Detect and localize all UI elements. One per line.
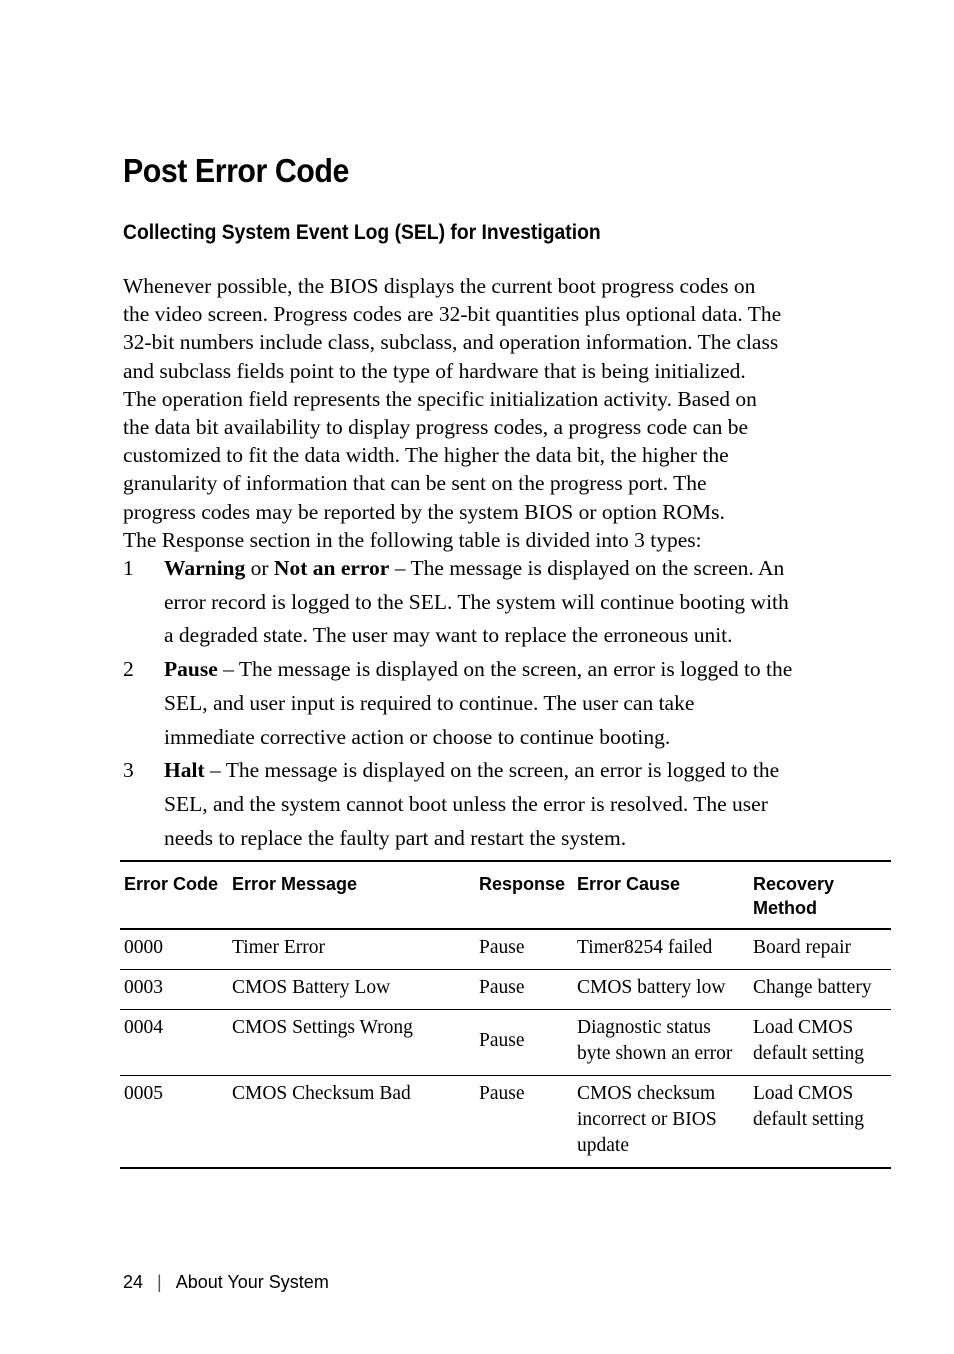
term-description: – The message is displayed on the screen, an error is logged to the xyxy=(204,758,780,783)
section-title: Collecting System Event Log (SEL) for Investigation xyxy=(123,221,601,244)
cell-recovery-method: Change battery xyxy=(749,970,891,1010)
cell-error-code: 0005 xyxy=(124,1083,163,1104)
page-number: 24 xyxy=(123,1272,144,1292)
cell-recovery-method: Load CMOS default setting xyxy=(753,1083,865,1130)
cell-error-code: 0004 xyxy=(120,1010,228,1076)
intro-paragraph xyxy=(123,272,863,554)
response-types-list xyxy=(123,552,863,855)
cell-error-code: 0003 xyxy=(120,970,228,1010)
intro-line: the video screen. Progress codes are 32-bit quantities plus optional data. The xyxy=(123,302,782,327)
cell-error-message: CMOS Checksum Bad xyxy=(232,1083,411,1104)
cell-recovery-method: Load CMOS default setting xyxy=(749,1010,891,1076)
term-description: – The message is displayed on the screen, an error is logged to the xyxy=(217,657,793,682)
table-row xyxy=(120,1076,891,1169)
list-number: 3 xyxy=(123,758,134,783)
page-footer xyxy=(123,1272,329,1293)
cell-response: Pause xyxy=(475,970,573,1010)
cell-response: Pause xyxy=(479,1083,525,1104)
cell-error-message: Timer Error xyxy=(228,929,475,970)
page-title: Post Error Code xyxy=(123,152,349,189)
intro-line: the data bit availability to display progress codes, a progress code can be xyxy=(123,415,749,440)
intro-line: granularity of information that can be sent on the progress port. The xyxy=(123,471,707,496)
list-line: needs to replace the faulty part and restart the system. xyxy=(164,825,627,850)
list-line xyxy=(164,754,863,788)
list-line: SEL, and user input is required to continue. The user can take xyxy=(164,690,695,715)
term-warning: Warning xyxy=(164,556,246,580)
intro-line: customized to fit the data width. The higher the data bit, the higher the xyxy=(123,443,729,468)
term-pause: Pause xyxy=(164,657,218,682)
list-line: error record is logged to the SEL. The system will continue booting with xyxy=(164,589,789,614)
response-type-item xyxy=(123,754,863,855)
response-type-item xyxy=(123,552,863,653)
table-row xyxy=(120,1010,891,1076)
list-line: immediate corrective action or choose to continue booting. xyxy=(164,724,671,749)
cell-recovery-method: Board repair xyxy=(749,929,891,970)
cell-error-message: CMOS Battery Low xyxy=(228,970,475,1010)
intro-line: progress codes may be reported by the system BIOS or option ROMs. xyxy=(123,499,725,524)
list-line: a degraded state. The user may want to replace the erroneous unit. xyxy=(164,623,733,648)
list-line xyxy=(164,653,863,687)
term-description: – The message is displayed on the screen. An xyxy=(389,556,785,580)
column-header-error-message: Error Message xyxy=(228,861,475,929)
list-number: 2 xyxy=(123,657,134,682)
cell-error-cause: Diagnostic status byte shown an error xyxy=(573,1010,749,1076)
cell-error-cause: Timer8254 failed xyxy=(573,929,749,970)
intro-line: Whenever possible, the BIOS displays the current boot progress codes on xyxy=(123,274,756,298)
intro-line: 32-bit numbers include class, subclass, and operation information. The class xyxy=(123,330,779,355)
intro-line: The operation field represents the specific initialization activity. Based on xyxy=(123,386,757,411)
column-header-error-code: Error Code xyxy=(120,861,228,929)
error-code-table xyxy=(120,860,891,1169)
column-header-error-cause: Error Cause xyxy=(573,861,749,929)
term-not-an-error: Not an error xyxy=(273,556,390,580)
list-line: SEL, and the system cannot boot unless the error is resolved. The user xyxy=(164,791,768,816)
intro-line: The Response section in the following table is divided into 3 types: xyxy=(123,527,702,552)
table-header-row xyxy=(120,861,891,929)
cell-error-message: CMOS Settings Wrong xyxy=(228,1010,475,1076)
cell-error-code: 0000 xyxy=(120,929,228,970)
footer-separator: | xyxy=(157,1272,162,1292)
table-row xyxy=(120,929,891,970)
column-header-recovery-method: Recovery Method xyxy=(749,861,891,929)
term-joiner: or xyxy=(245,556,274,580)
cell-response: Pause xyxy=(475,929,573,970)
response-type-item xyxy=(123,653,863,754)
intro-line: and subclass fields point to the type of hardware that is being initialized. xyxy=(123,358,746,383)
list-number: 1 xyxy=(123,556,134,580)
list-line xyxy=(164,552,863,586)
cell-response: Pause xyxy=(475,1010,573,1076)
term-halt: Halt xyxy=(164,758,205,783)
cell-error-cause: CMOS checksum incorrect or BIOS update xyxy=(577,1083,717,1156)
column-header-response: Response xyxy=(475,861,573,929)
chapter-title: About Your System xyxy=(175,1272,329,1292)
table-row xyxy=(120,970,891,1010)
cell-error-cause: CMOS battery low xyxy=(573,970,749,1010)
